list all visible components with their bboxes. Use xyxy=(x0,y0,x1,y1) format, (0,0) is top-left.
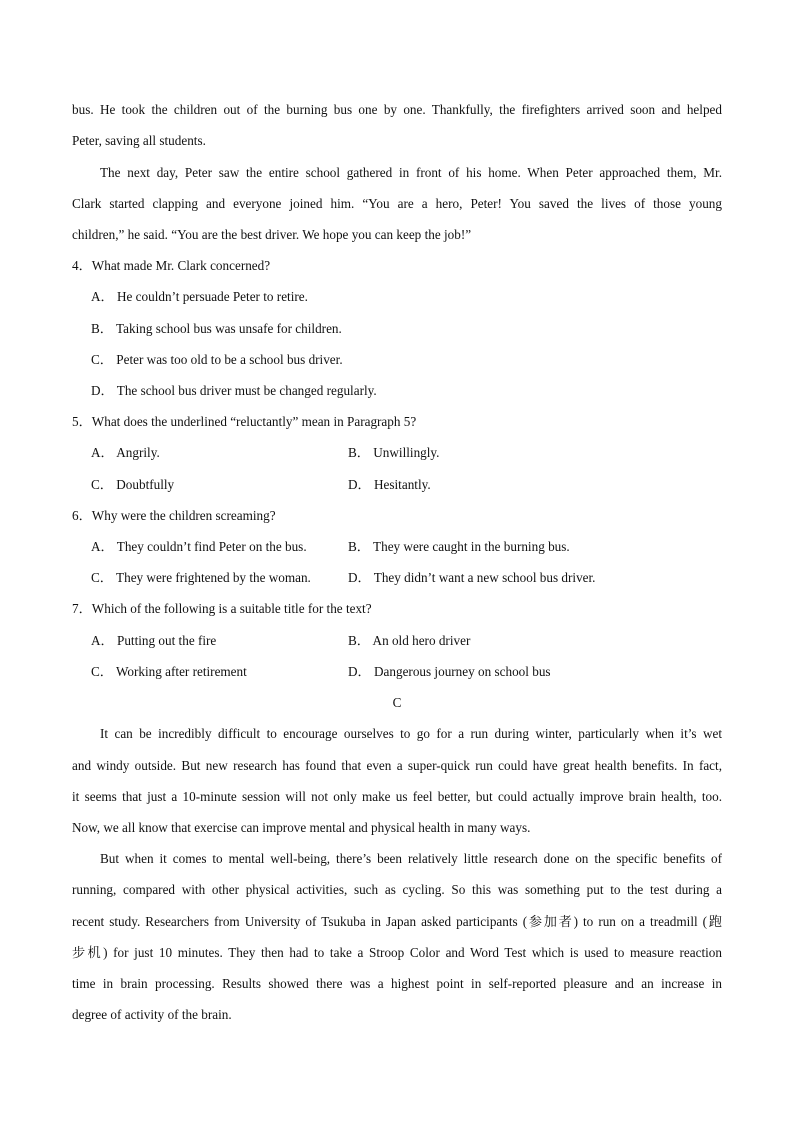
section-c-heading: C xyxy=(392,695,402,710)
question-4-option-a[interactable]: A． He couldn’t persuade Peter to retire. xyxy=(91,289,308,304)
section-c-p1-line1: It can be incredibly difficult to encourage ourselves to go for a run during winter, particularly when it’s wet xyxy=(100,726,722,741)
question-7-stem: 7．Which of the following is a suitable title for the text? xyxy=(72,601,372,616)
section-c-p2-line2: running, compared with other physical activities, such as cycling. So this was something put to the test during a xyxy=(72,882,722,897)
section-c-p2-line6: degree of activity of the brain. xyxy=(72,1007,232,1022)
section-c-p2-line3: recent study. Researchers from University of Tsukuba in Japan asked participants (参加者) to run on a treadmill (跑 xyxy=(72,914,722,929)
passage-b-p2-line1: The next day, Peter saw the entire school gathered in front of his home. When Peter approached them, Mr. xyxy=(100,165,722,180)
question-6-stem: 6．Why were the children screaming? xyxy=(72,508,276,523)
question-6-option-b[interactable]: B． They were caught in the burning bus. xyxy=(348,539,570,554)
question-5-stem: 5．What does the underlined “reluctantly” mean in Paragraph 5? xyxy=(72,414,417,429)
section-c-p2-line4: 步机) for just 10 minutes. They then had to take a Stroop Color and Word Test which is used to measure reaction xyxy=(72,945,722,960)
section-c-p2-line5: time in brain processing. Results showed there was a highest point in self-reported pleasure and an increase in xyxy=(72,976,722,991)
passage-b-p1-line1: bus. He took the children out of the burning bus one by one. Thankfully, the firefighters arrived soon and helped xyxy=(72,102,722,117)
question-4-option-c[interactable]: C． Peter was too old to be a school bus driver. xyxy=(91,352,343,367)
question-7-option-d[interactable]: D． Dangerous journey on school bus xyxy=(348,664,551,679)
passage-b-p2-line3: children,” he said. “You are the best driver. We hope you can keep the job!” xyxy=(72,227,472,242)
passage-b-p1-line2: Peter, saving all students. xyxy=(72,133,206,148)
question-6-option-d[interactable]: D． They didn’t want a new school bus driver. xyxy=(348,570,596,585)
question-7-option-c[interactable]: C． Working after retirement xyxy=(91,664,247,679)
question-4-option-d[interactable]: D． The school bus driver must be changed regularly. xyxy=(91,383,377,398)
question-4-option-b[interactable]: B． Taking school bus was unsafe for children. xyxy=(91,321,342,336)
section-c-p1-line3: it seems that just a 10-minute session will not only make us feel better, but could actually improve brain health, too. xyxy=(72,789,722,804)
question-5-option-b[interactable]: B． Unwillingly. xyxy=(348,445,440,460)
question-6-option-c[interactable]: C． They were frightened by the woman. xyxy=(91,570,311,585)
question-7-option-b[interactable]: B． An old hero driver xyxy=(348,633,471,648)
question-5-option-a[interactable]: A． Angrily. xyxy=(91,445,160,460)
question-6-option-a[interactable]: A． They couldn’t find Peter on the bus. xyxy=(91,539,307,554)
section-c-p1-line2: and windy outside. But new research has found that even a super-quick run could have great health benefits. In fact, xyxy=(72,758,722,773)
section-c-p2-line1: But when it comes to mental well-being, there’s been relatively little research done on the specific benefits of xyxy=(100,851,722,866)
question-4-stem: 4．What made Mr. Clark concerned? xyxy=(72,258,271,273)
passage-b-p2-line2: Clark started clapping and everyone joined him. “You are a hero, Peter! You saved the lives of those young xyxy=(72,196,722,211)
question-5-option-c[interactable]: C． Doubtfully xyxy=(91,477,175,492)
section-c-p1-line4: Now, we all know that exercise can improve mental and physical health in many ways. xyxy=(72,820,531,835)
question-7-option-a[interactable]: A． Putting out the fire xyxy=(91,633,217,648)
question-5-option-d[interactable]: D． Hesitantly. xyxy=(348,477,431,492)
